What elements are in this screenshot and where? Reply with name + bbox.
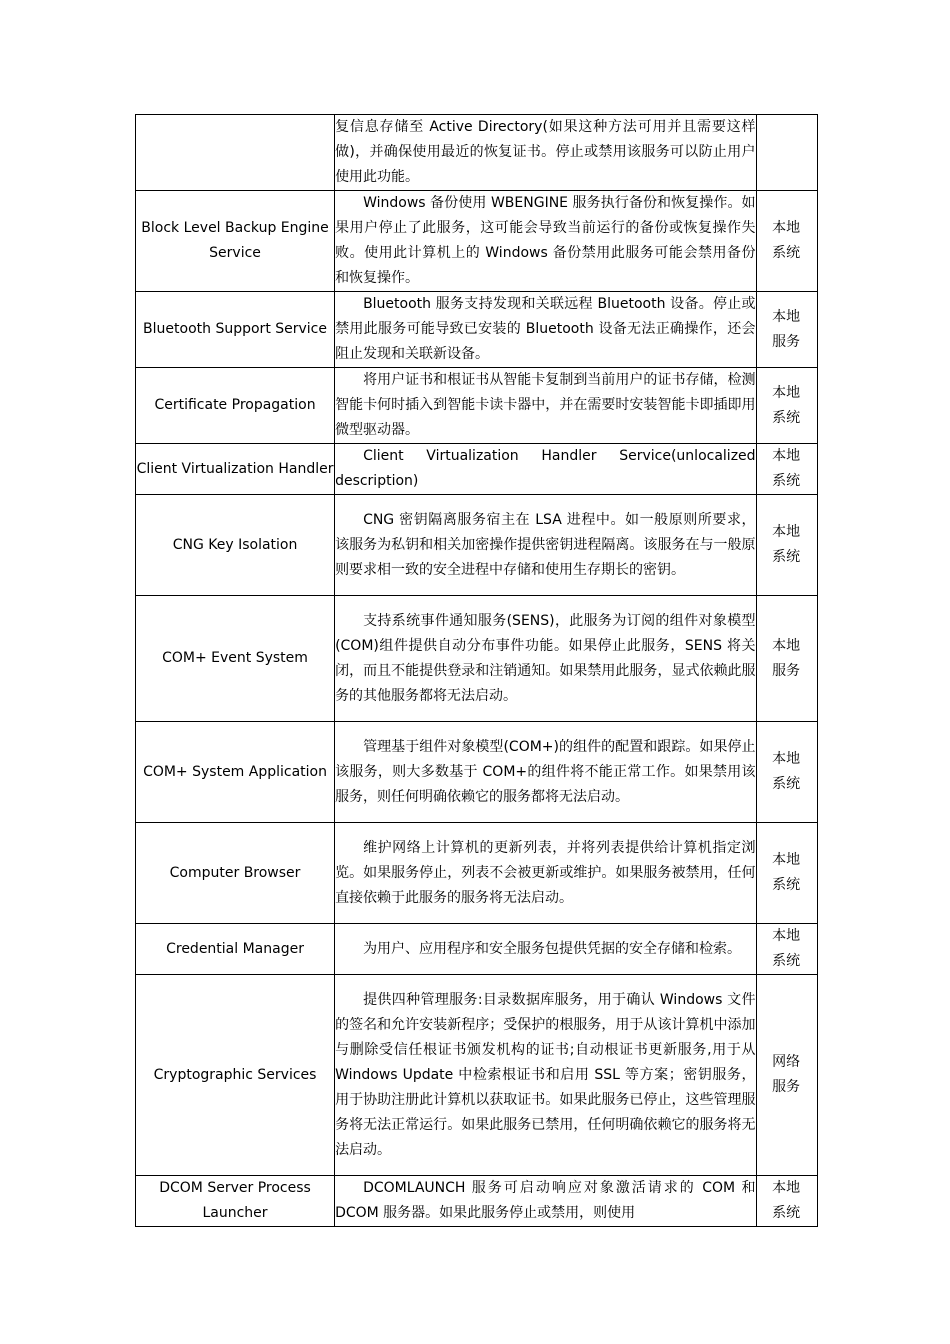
table-row [136,924,818,975]
service-description-cell [335,823,756,924]
service-description-cell [335,924,756,975]
service-description-cell [335,368,756,444]
logon-account: 本地服务 [772,637,801,679]
service-description: DCOMLAUNCH 服务可启动响应对象激活请求的 COM 和 DCOM 服务器。如果此服务停止或禁用，则使用 [335,1180,756,1221]
service-name-cell: Bluetooth Support Service [136,292,335,368]
logon-account-cell [756,975,817,1176]
logon-account: 网络服务 [772,1054,801,1095]
service-description: 将用户证书和根证书从智能卡复制到当前用户的证书存储，检测智能卡何时插入到智能卡读卡器中，并在需要时安装智能卡即插即用微型驱动器。 [335,372,756,438]
service-description-cell [335,1176,756,1227]
table-row [136,975,818,1176]
service-name-cell [136,115,335,191]
table-row [136,596,818,722]
service-name-cell: Credential Manager [136,924,335,975]
table-row [136,1176,818,1227]
service-description-cell [335,975,756,1176]
logon-account: 本地系统 [772,751,801,792]
service-description-cell [335,444,756,495]
logon-account-cell [756,292,817,368]
service-name-cell: DCOM Server Process Launcher [136,1176,335,1227]
service-name-cell: COM+ System Application [136,722,335,823]
service-description: 支持系统事件通知服务(SENS)，此服务为订阅的组件对象模型(COM)组件提供自动分布事件功能。如果停止此服务，SENS 将关闭，而且不能提供登录和注销通知。如果禁用此服务，显式依赖此服务的其他服务都将无法启动。 [335,612,756,704]
table-right-border [817,114,818,190]
service-name-cell: COM+ Event System [136,596,335,722]
service-name-cell: Certificate Propagation [136,368,335,444]
service-description: 维护网络上计算机的更新列表，并将列表提供给计算机指定浏览。如果服务停止，列表不会被更新或维护。如果服务被禁用，任何直接依赖于此服务的服务将无法启动。 [335,839,756,906]
service-name-cell: Cryptographic Services [136,975,335,1176]
service-description: 管理基于组件对象模型(COM+)的组件的配置和跟踪。如果停止该服务，则大多数基于 COM+的组件将不能正常工作。如果禁用该服务，则任何明确依赖它的服务都将无法启动。 [335,738,756,805]
service-description: 复信息存储至 Active Directory(如果这种方法可用并且需要这样做)，并确保使用最近的恢复证书。停止或禁用该服务可以防止用户使用此功能。 [335,119,756,185]
logon-account: 本地系统 [772,852,801,893]
logon-account-cell [756,444,817,495]
table-row [136,495,818,596]
service-description-cell [335,292,756,368]
table-row [136,368,818,444]
service-description: Client Virtualization Handler Service(unlocalized description) [335,448,756,489]
logon-account-cell [756,823,817,924]
table-row [136,823,818,924]
services-table [135,114,818,1227]
table-row [136,292,818,368]
service-description-cell [335,191,756,292]
logon-account: 本地服务 [772,308,801,350]
logon-account: 本地系统 [772,1180,801,1221]
service-name-cell: CNG Key Isolation [136,495,335,596]
service-description: 为用户、应用程序和安全服务包提供凭据的安全存储和检索。 [363,940,742,957]
service-description-cell [335,722,756,823]
service-description-cell [335,495,756,596]
service-name-cell: Client Virtualization Handler [136,444,335,495]
service-description: Bluetooth 服务支持发现和关联远程 Bluetooth 设备。停止或禁用此服务可能导致已安装的 Bluetooth 设备无法正确操作，还会阻止发现和关联新设备。 [335,296,756,362]
service-description: 提供四种管理服务:目录数据库服务，用于确认 Windows 文件的签名和允许安装新程序；受保护的根服务，用于从该计算机中添加与删除受信任根证书颁发机构的证书;自动根证书更新服务,用于从 Windows Update 中检索根证书和启用 SSL 等方案；密钥服务，用于协助注册此计算机以获取证书。如果此服务已停止，这些管理服务将无法正常运行。如果此服务已禁用，任何明确依赖它的服务将无法启动。 [335,991,756,1158]
table-row [136,191,818,292]
services-table-page [135,114,818,1227]
logon-account-cell [756,722,817,823]
table-row [136,115,818,191]
service-name-cell: Computer Browser [136,823,335,924]
service-description-cell [335,115,756,191]
table-row [136,444,818,495]
logon-account: 本地系统 [772,928,801,969]
logon-account: 本地系统 [772,448,801,489]
service-description: Windows 备份使用 WBENGINE 服务执行备份和恢复操作。如果用户停止了此服务，这可能会导致当前运行的备份或恢复操作失败。使用此计算机上的 Windows 备份禁用此服务可能会禁用备份和恢复操作。 [335,195,756,286]
logon-account-cell [756,495,817,596]
table-row [136,722,818,823]
service-description-cell [335,596,756,722]
logon-account-cell [756,115,817,191]
logon-account-cell [756,1176,817,1227]
logon-account-cell [756,368,817,444]
logon-account-cell [756,596,817,722]
service-name-cell: Block Level Backup Engine Service [136,191,335,292]
logon-account: 本地系统 [772,220,801,261]
service-description: CNG 密钥隔离服务宿主在 LSA 进程中。如一般原则所要求，该服务为私钥和相关加密操作提供密钥进程隔离。该服务在与一般原则要求相一致的安全进程中存储和使用生存期长的密钥。 [335,511,756,578]
logon-account-cell [756,924,817,975]
logon-account-cell [756,191,817,292]
logon-account: 本地系统 [772,384,801,426]
logon-account: 本地系统 [772,524,801,565]
